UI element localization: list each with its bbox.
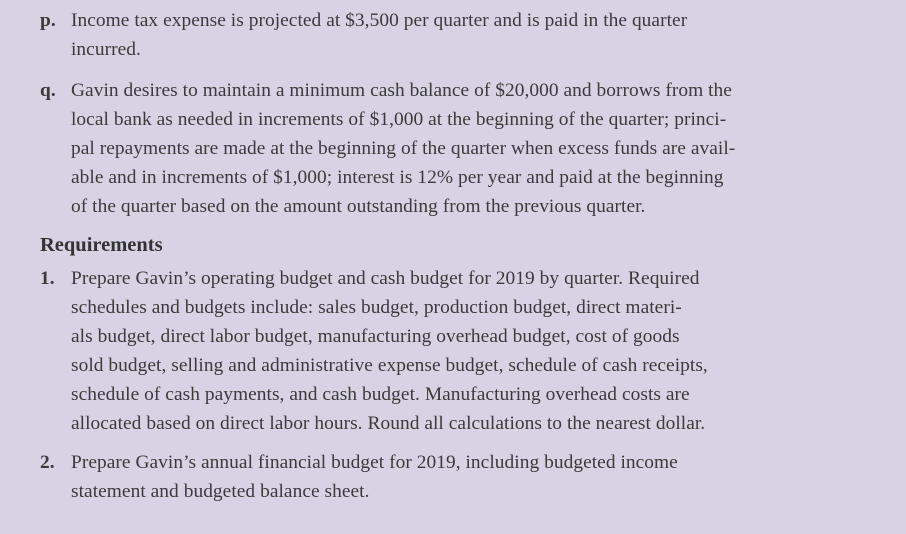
list-item-q <box>40 76 866 221</box>
requirement-item-1 <box>40 264 866 438</box>
text-line: statement and budgeted balance sheet. <box>71 481 370 502</box>
text-line: Income tax expense is projected at $3,500 per quarter and is paid in the quarter <box>71 10 688 31</box>
list-item-p <box>40 6 866 64</box>
item-marker: 1. <box>40 268 55 289</box>
text-line: sold budget, selling and administrative expense budget, schedule of cash receipts, <box>71 355 708 376</box>
text-line: Gavin desires to maintain a minimum cash balance of $20,000 and borrows from the <box>71 80 732 101</box>
item-marker: p. <box>40 10 56 31</box>
text-line: of the quarter based on the amount outstanding from the previous quarter. <box>71 196 646 217</box>
text-line: schedule of cash payments, and cash budget. Manufacturing overhead costs are <box>71 384 690 405</box>
text-line: incurred. <box>71 39 141 60</box>
text-line: allocated based on direct labor hours. Round all calculations to the nearest dollar. <box>71 413 706 434</box>
item-text <box>71 448 866 506</box>
item-text <box>71 76 866 221</box>
text-line: pal repayments are made at the beginning of the quarter when excess funds are avail- <box>71 138 736 159</box>
text-line: als budget, direct labor budget, manufacturing overhead budget, cost of goods <box>71 326 680 347</box>
requirements-heading: Requirements <box>40 234 163 256</box>
text-line: able and in increments of $1,000; interest is 12% per year and paid at the beginning <box>71 167 724 188</box>
text-line: Prepare Gavin’s operating budget and cash budget for 2019 by quarter. Required <box>71 268 700 289</box>
item-text <box>71 6 866 64</box>
text-line: schedules and budgets include: sales budget, production budget, direct materi- <box>71 297 682 318</box>
item-text <box>71 264 866 438</box>
item-marker: q. <box>40 80 56 101</box>
requirement-item-2 <box>40 448 866 506</box>
text-line: local bank as needed in increments of $1,000 at the beginning of the quarter; princi- <box>71 109 727 130</box>
item-marker: 2. <box>40 452 55 473</box>
text-line: Prepare Gavin’s annual financial budget for 2019, including budgeted income <box>71 452 678 473</box>
